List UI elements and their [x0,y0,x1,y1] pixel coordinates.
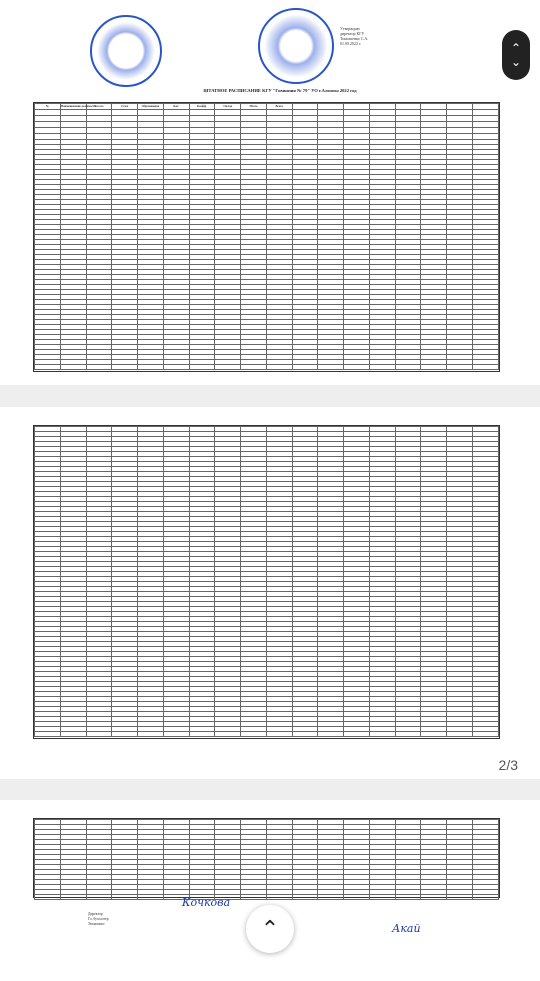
column-header: Всего [266,104,292,110]
table-cell [369,732,395,737]
table-cell [447,732,473,737]
document-page-3 [0,800,540,981]
page-separator [0,385,540,407]
staff-table-page-1 [33,102,500,372]
table-cell [344,365,370,370]
chevron-up-icon: ⌃ [260,916,280,941]
table-cell [421,895,447,900]
table-cell [292,732,318,737]
table-cell [266,895,292,900]
document-page-1 [0,0,540,385]
table-cell [112,732,138,737]
table-cell [112,365,138,370]
table-cell [215,732,241,737]
column-header: Итого [241,104,267,110]
approval-block: Утверждаю директор КГУ Тимошенко С.А. 01.09.2022 г. [340,26,369,46]
table-cell [86,365,112,370]
table-cell [473,895,499,900]
table-cell [292,895,318,900]
table-cell [318,365,344,370]
table-cell [473,732,499,737]
page-scroll-control[interactable] [502,30,530,80]
seal-stamp-right [258,8,334,84]
table-cell [421,732,447,737]
table-cell [35,732,61,737]
staff-table-page-2 [33,425,500,739]
table-row [35,895,499,900]
table-cell [369,365,395,370]
table-cell [266,365,292,370]
table-cell [86,732,112,737]
table-cell [266,732,292,737]
table-row [35,365,499,370]
table-cell [241,732,267,737]
table-cell [189,732,215,737]
document-title: ШТАТНОЕ РАСПИСАНИЕ КГУ "Гимназия № 79" УО г.Алматы 2022 год [203,88,357,93]
column-header: Образование [138,104,164,110]
table-cell [138,365,164,370]
table-cell [35,895,61,900]
collapse-button[interactable] [246,905,294,953]
column-header: Оклад [215,104,241,110]
table-cell [241,365,267,370]
page-separator [0,779,540,800]
page-indicator: 2/3 [498,757,518,773]
table-cell [473,365,499,370]
table-cell [318,895,344,900]
signature-1: Кочкова [182,896,231,909]
document-page-2 [0,407,540,779]
table-cell [138,895,164,900]
column-header: Кат. [163,104,189,110]
table-cell [60,895,86,900]
chevron-down-icon[interactable]: ⌄ [510,55,522,69]
table-cell [241,895,267,900]
table-row [35,732,499,737]
table-cell [395,365,421,370]
table-cell [344,732,370,737]
table-cell [292,365,318,370]
table-cell [344,895,370,900]
table-cell [395,732,421,737]
table-cell [163,732,189,737]
table-cell [447,365,473,370]
seal-stamp-left [90,15,162,87]
column-header: Стаж [112,104,138,110]
chevron-up-icon[interactable]: ⌃ [510,41,522,55]
table-cell [60,732,86,737]
table-cell [35,365,61,370]
staff-table-page-3 [33,818,500,898]
table-cell [86,895,112,900]
table-cell [163,365,189,370]
column-header: Наименование должности [60,104,97,108]
table-cell [421,365,447,370]
column-header: Кол-во [86,104,112,110]
signature-2: Акай [392,922,421,935]
table-cell [447,895,473,900]
table-cell [60,365,86,370]
table-cell [395,895,421,900]
column-header: Коэфф. [189,104,215,110]
footer-signers: Директор Гл. бухгалтер Экономист [88,912,109,926]
table-cell [112,895,138,900]
table-cell [138,732,164,737]
column-header: № [35,104,61,110]
table-cell [189,365,215,370]
table-cell [318,732,344,737]
table-cell [215,365,241,370]
table-cell [369,895,395,900]
